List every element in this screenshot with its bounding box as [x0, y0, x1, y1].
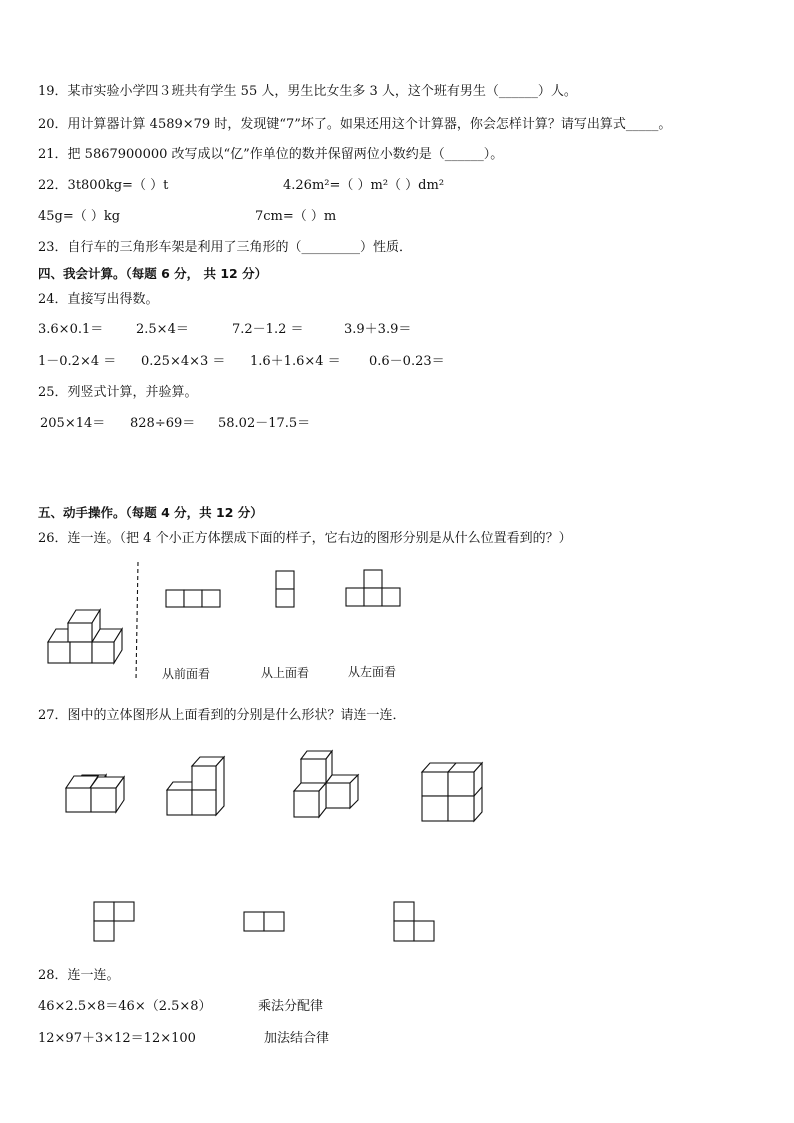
q27-solid-1 — [64, 773, 128, 815]
question-20: 20．用计算器计算 4589×79 时，发现键“7”坏了。如果还用这个计算器，你会怎样计算？请写出算式_____。 — [38, 117, 672, 132]
dashed-divider — [135, 562, 141, 682]
q27-top-view-b — [243, 910, 287, 934]
question-22-part-c: 45g=（ ）kg — [38, 209, 121, 224]
q26-view-left-shape — [345, 569, 403, 609]
calc-item: 2.5×4＝ — [136, 322, 189, 337]
question-21: 21．把 5867900000 改写成以“亿”作单位的数并保留两位小数约是（______）。 — [38, 147, 504, 162]
q28-law-1: 乘法分配律 — [258, 999, 324, 1014]
q26-view-top-shape — [275, 570, 295, 610]
calc-item: 3.9＋3.9＝ — [344, 322, 412, 337]
calc-item: 0.25×4×3 ＝ — [141, 354, 226, 369]
q27-top-view-a — [93, 900, 137, 944]
vertical-calc-item: 58.02－17.5＝ — [218, 416, 311, 431]
question-23: 23．自行车的三角形车架是利用了三角形的（_________）性质． — [38, 240, 413, 255]
view-label-front: 从前面看 — [162, 667, 211, 681]
q28-expression-2: 12×97＋3×12＝12×100 — [38, 1031, 196, 1046]
question-22-part-a: 22．3t800kg=（ ）t — [38, 178, 169, 193]
question-25-title: 25．列竖式计算，并验算。 — [38, 385, 198, 400]
vertical-calc-item: 205×14＝ — [40, 416, 106, 431]
view-label-left: 从左面看 — [348, 665, 397, 679]
q27-solid-4 — [420, 762, 484, 824]
q28-law-2: 加法结合律 — [264, 1031, 330, 1046]
question-24-title: 24．直接写出得数。 — [38, 292, 159, 307]
q26-view-front-shape — [166, 589, 222, 609]
calc-item: 1.6＋1.6×4 ＝ — [250, 354, 341, 369]
q28-expression-1: 46×2.5×8＝46×（2.5×8） — [38, 999, 212, 1014]
section-5-heading: 五、动手操作。（每题 4 分，共 12 分） — [38, 505, 263, 520]
view-label-top: 从上面看 — [261, 666, 310, 680]
question-27-title: 27．图中的立体图形从上面看到的分别是什么形状？请连一连． — [38, 708, 406, 723]
vertical-calc-item: 828÷69＝ — [130, 416, 196, 431]
q27-solid-3 — [292, 750, 360, 820]
q27-solid-2 — [165, 756, 227, 818]
calc-item: 1－0.2×4 ＝ — [38, 354, 117, 369]
q27-top-view-c — [393, 900, 437, 944]
calc-item: 3.6×0.1＝ — [38, 322, 104, 337]
q26-cube-stack-figure — [44, 605, 134, 667]
question-19: 19．某市实验小学四３班共有学生 55 人，男生比女生多 3 人，这个班有男生（______）人。 — [38, 84, 577, 99]
question-22-part-b: 4.26m²=（ ）m²（ ）dm² — [283, 178, 445, 193]
section-4-heading: 四、我会计算。（每题 6 分， 共 12 分） — [38, 266, 268, 281]
calc-item: 0.6－0.23＝ — [369, 354, 445, 369]
question-22-part-d: 7cm=（ ）m — [255, 209, 337, 224]
question-28-title: 28．连一连。 — [38, 968, 120, 983]
question-26-title: 26．连一连。（把 4 个小正方体摆成下面的样子，它右边的图形分别是从什么位置看到的？） — [38, 531, 572, 546]
calc-item: 7.2－1.2 ＝ — [232, 322, 304, 337]
